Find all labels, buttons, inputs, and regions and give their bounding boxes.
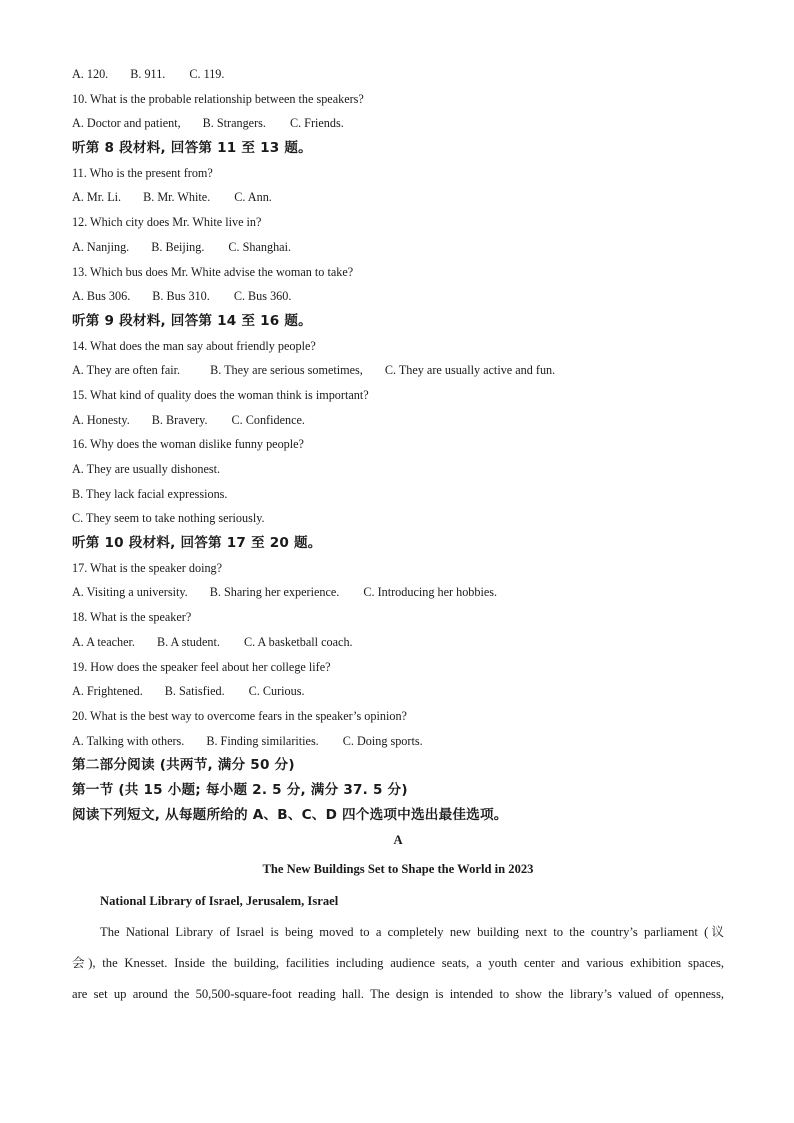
answer-options [72,729,724,754]
answer-option: A. Visiting a university. [72,585,188,600]
answer-option: C. They are usually active and fun. [384,363,556,378]
answer-option: A. They are often fair. [72,363,181,378]
question-text: A. They are usually dishonest. [72,462,221,476]
answer-option: A. Frightened. [72,684,143,699]
passage-paragraph [72,917,724,1010]
answer-option: C. Doing sports. [342,733,423,748]
section-heading: 第二部分阅读 (共两节, 满分 50 分) [72,757,295,774]
section-heading: 听第 8 段材料, 回答第 11 至 13 题。 [72,140,312,157]
passage-title: The New Buildings Set to Shape the World in 2023 [262,862,534,877]
answer-option: A. Honesty. [72,412,130,427]
exam-page [72,62,724,1010]
question-text: 16. Why does the woman dislike funny people? [72,437,304,452]
answer-options [72,284,724,309]
question-text: 10. What is the probable relationship between the speakers? [72,91,364,106]
answer-option: B. 911. [130,67,166,81]
answer-options [72,358,724,383]
answer-options [72,408,724,433]
answer-options [72,580,724,605]
section-heading: 第一节 (共 15 小题; 每小题 2. 5 分, 满分 37. 5 分) [72,781,408,798]
answer-option: B. They are serious sometimes, [210,363,363,378]
answer-option: B. Bravery. [151,412,208,427]
answer-option: A. A teacher. [72,634,135,649]
answer-options [72,111,724,136]
question-text: 20. What is the best way to overcome fears in the speaker’s opinion? [72,708,407,723]
question-text: 18. What is the speaker? [72,610,192,625]
question-text: 17. What is the speaker doing? [72,560,223,575]
passage-subheading: National Library of Israel, Jerusalem, Israel [100,894,339,909]
answer-option: A. Talking with others. [72,733,185,748]
answer-option: C. Introducing her hobbies. [363,585,498,600]
question-list [72,62,724,827]
answer-option: C. 119. [189,67,225,81]
question-text: B. They lack facial expressions. [72,486,228,501]
question-text: C. They seem to take nothing seriously. [72,511,265,526]
paragraph-line: 会), the Knesset. Inside the building, facilities including audience seats, a youth center and various exhibition spaces, [72,956,724,971]
answer-option: B. Mr. White. [143,190,211,205]
answer-option: A. 120. [72,67,109,81]
question-text: 15. What kind of quality does the woman think is important? [72,387,369,402]
passage-letter: A [393,833,403,848]
answer-option: A. Doctor and patient, [72,116,181,131]
answer-option: C. A basketball coach. [243,634,353,649]
answer-option: B. Strangers. [202,116,266,131]
question-text: 11. Who is the present from? [72,165,213,180]
answer-option: C. Curious. [248,684,305,699]
answer-option: B. Finding similarities. [206,733,319,748]
answer-options [72,679,724,704]
answer-option: B. Bus 310. [152,289,210,304]
paragraph-line: are set up around the 50,500-square-foot reading hall. The design is intended to show the library’s valued of openness, [72,987,724,1002]
answer-option: C. Bus 360. [233,289,292,304]
answer-option: B. A student. [156,634,220,649]
section-heading: 听第 10 段材料, 回答第 17 至 20 题。 [72,535,322,552]
question-text: 13. Which bus does Mr. White advise the woman to take? [72,264,354,279]
answer-options [72,630,724,655]
answer-option: B. Satisfied. [164,684,225,699]
answer-option: A. Bus 306. [72,289,131,304]
answer-option: A. Mr. Li. [72,190,122,205]
question-text: 19. How does the speaker feel about her college life? [72,659,331,674]
answer-options [72,185,724,210]
answer-option: C. Shanghai. [228,239,292,254]
answer-option: C. Ann. [234,190,272,205]
answer-option: C. Confidence. [231,412,305,427]
answer-option: A. Nanjing. [72,239,130,254]
answer-option: C. Friends. [289,116,344,131]
answer-options [72,62,724,87]
section-heading: 听第 9 段材料, 回答第 14 至 16 题。 [72,312,312,329]
answer-options [72,235,724,260]
answer-option: B. Sharing her experience. [209,585,340,600]
question-text: 12. Which city does Mr. White live in? [72,215,262,230]
section-heading: 阅读下列短文, 从每题所给的 A、B、C、D 四个选项中选出最佳选项。 [72,806,508,823]
question-text: 14. What does the man say about friendly people? [72,338,316,353]
paragraph-line: The National Library of Israel is being moved to a completely new building next to the country’s parliament (议 [100,925,724,940]
answer-option: B. Beijing. [151,239,205,254]
